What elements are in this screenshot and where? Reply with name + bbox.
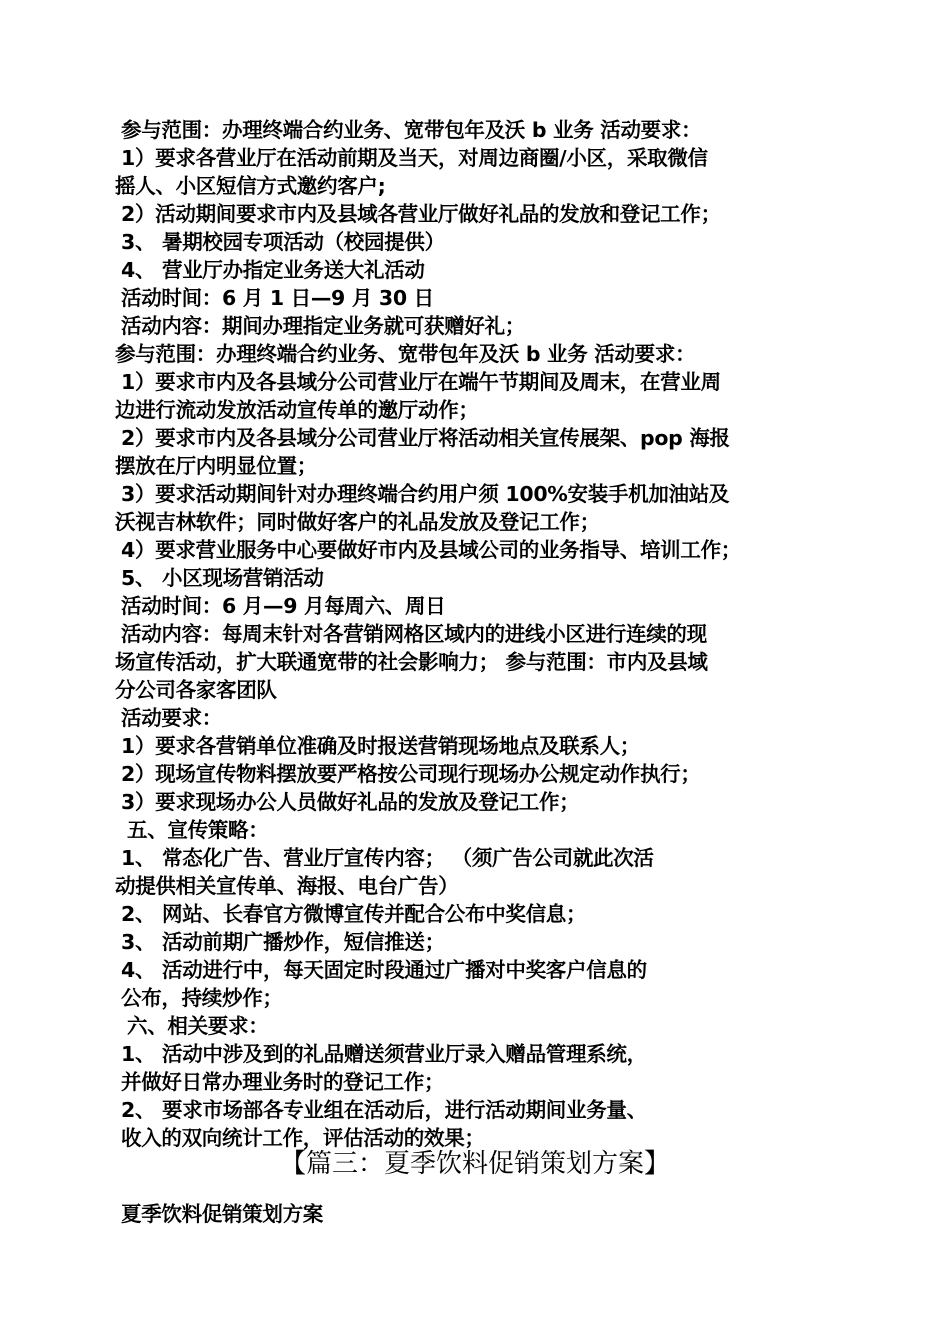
text-line: 边进行流动发放活动宣传单的邀厅动作； [115,398,479,422]
text-line: 5、 小区现场营销活动 [121,566,324,590]
text-line: 3、 暑期校园专项活动（校园提供） [121,230,445,254]
text-line: 1）要求各营销单位准确及时报送营销现场地点及联系人； [121,734,640,758]
text-line: 活动时间：6 月—9 月每周六、周日 [121,594,446,618]
part-three-heading: 【篇三：夏季饮料促销策划方案】 [279,1149,670,1179]
text-line: 4、 营业厅办指定业务送大礼活动 [121,258,425,282]
text-line: 4）要求营业服务中心要做好市内及县域公司的业务指导、培训工作； [121,538,741,562]
text-line: 2）活动期间要求市内及县域各营业厅做好礼品的发放和登记工作； [121,202,721,226]
text-line: 3）要求现场办公人员做好礼品的发放及登记工作； [121,790,580,814]
section-heading-five: 五、宣传策略： [127,818,269,842]
text-line: 沃视吉林软件；同时做好客户的礼品发放及登记工作； [115,510,600,534]
text-line: 摇人、小区短信方式邀约客户; [115,174,386,198]
text-line: 活动要求： [121,706,222,730]
text-line: 2）现场宣传物料摆放要严格按公司现行现场办公规定动作执行； [121,762,701,786]
text-line: 2、 网站、长春官方微博宣传并配合公布中奖信息； [121,902,587,926]
text-line: 活动内容：期间办理指定业务就可获赠好礼； [121,314,525,338]
document-title: 夏季饮料促销策划方案 [121,1202,323,1226]
text-line: 1、 常态化广告、营业厅宣传内容； （须广告公司就此次活 [121,846,654,870]
text-line: 2、 要求市场部各专业组在活动后，进行活动期间业务量、 [121,1098,647,1122]
text-line: 4、 活动进行中，每天固定时段通过广播对中奖客户信息的 [121,958,647,982]
text-line: 动提供相关宣传单、海报、电台广告） [115,874,459,898]
text-line: 1）要求市内及各县域分公司营业厅在端午节期间及周末，在营业周 [121,370,721,394]
text-line: 2）要求市内及各县域分公司营业厅将活动相关宣传展架、pop 海报 [121,426,730,450]
text-line: 并做好日常办理业务时的登记工作； [121,1070,445,1094]
text-line: 参与范围：办理终端合约业务、宽带包年及沃 b 业务 活动要求： [115,342,696,366]
text-line: 活动内容：每周末针对各营销网格区域内的进线小区进行连续的现 [121,622,707,646]
text-line: 分公司各家客团队 [115,678,277,702]
text-line: 1）要求各营业厅在活动前期及当天，对周边商圈/小区，采取微信 [121,146,708,170]
text-line: 参与范围：办理终端合约业务、宽带包年及沃 b 业务 活动要求： [121,118,702,142]
text-line: 3、 活动前期广播炒作，短信推送； [121,930,445,954]
text-line: 活动时间：6 月 1 日—9 月 30 日 [121,286,434,310]
text-line: 收入的双向统计工作，评估活动的效果； [121,1126,485,1150]
text-line: 场宣传活动，扩大联通宽带的社会影响力； 参与范围：市内及县域 [115,650,708,674]
text-line: 摆放在厅内明显位置； [115,454,317,478]
text-line: 1、 活动中涉及到的礼品赠送须营业厅录入赠品管理系统， [121,1042,647,1066]
text-line: 公布，持续炒作； [121,986,283,1010]
text-line: 3）要求活动期间针对办理终端合约用户须 100%安装手机加油站及 [121,482,730,506]
section-heading-six: 六、相关要求： [127,1014,269,1038]
